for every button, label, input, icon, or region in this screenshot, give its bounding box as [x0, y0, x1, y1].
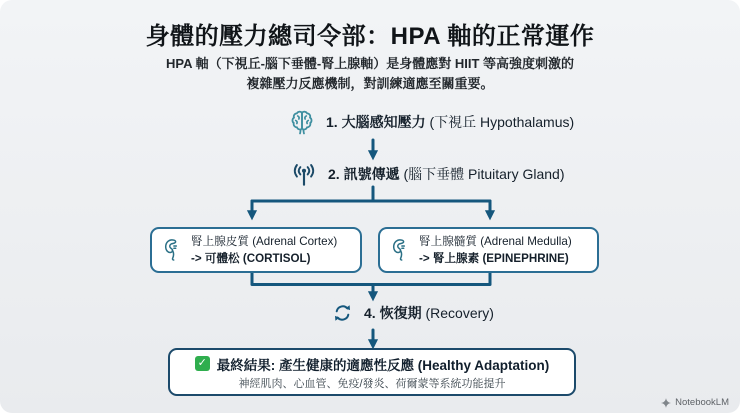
watermark [661, 397, 729, 408]
branch-box-adrenal-cortex [150, 227, 362, 273]
watermark-brand: NotebookLM [675, 397, 729, 408]
flow-step-1-brain [287, 108, 574, 136]
kidney-icon [161, 237, 182, 263]
subtitle-line-1: HPA 軸（下視丘-腦下垂體-腎上腺軸）是身體應對 HIIT 等高強度刺激的 [165, 56, 575, 71]
page-title: 身體的壓力總司令部：HPA 軸的正常運作 [145, 23, 595, 50]
cycle-icon [330, 301, 355, 325]
step-2-label: 2. 訊號傳遞 (腦下垂體 Pituitary Gland) [328, 166, 565, 182]
branch-left-line1: 腎上腺皮質 (Adrenal Cortex) [191, 234, 338, 248]
result-title: 最終結果: 產生健康的適應性反應 (Healthy Adaptation) [216, 357, 550, 373]
broadcast-icon [289, 161, 319, 187]
step-4-label: 4. 恢復期 (Recovery) [364, 305, 494, 321]
branch-box-adrenal-medulla [378, 227, 599, 273]
kidney-icon [389, 237, 410, 263]
brain-icon [287, 108, 317, 136]
branch-left-text [191, 233, 337, 268]
page-subtitle [0, 54, 740, 93]
check-icon: ✓ [195, 356, 210, 371]
result-box-healthy-adaptation [168, 348, 576, 396]
result-subtitle: 神經肌肉、心血管、免疫/發炎、荷爾蒙等系統功能提升 [238, 377, 506, 390]
subtitle-line-2: 複雜壓力反應機制，對訓練適應至關重要。 [246, 75, 494, 91]
branch-right-line1: 腎上腺髓質 (Adrenal Medulla) [419, 234, 572, 248]
branch-left-line2: -> 可體松 (CORTISOL) [191, 252, 311, 265]
branch-right-text [419, 233, 572, 268]
branch-right-line2: -> 腎上腺素 (EPINEPHRINE) [419, 252, 569, 265]
flow-step-2-signal [289, 161, 565, 187]
flow-step-4-recovery [330, 301, 494, 325]
step-1-label: 1. 大腦感知壓力 (下視丘 Hypothalamus) [326, 114, 575, 130]
result-title-row [195, 354, 550, 374]
notebooklm-logo-icon [661, 398, 671, 408]
